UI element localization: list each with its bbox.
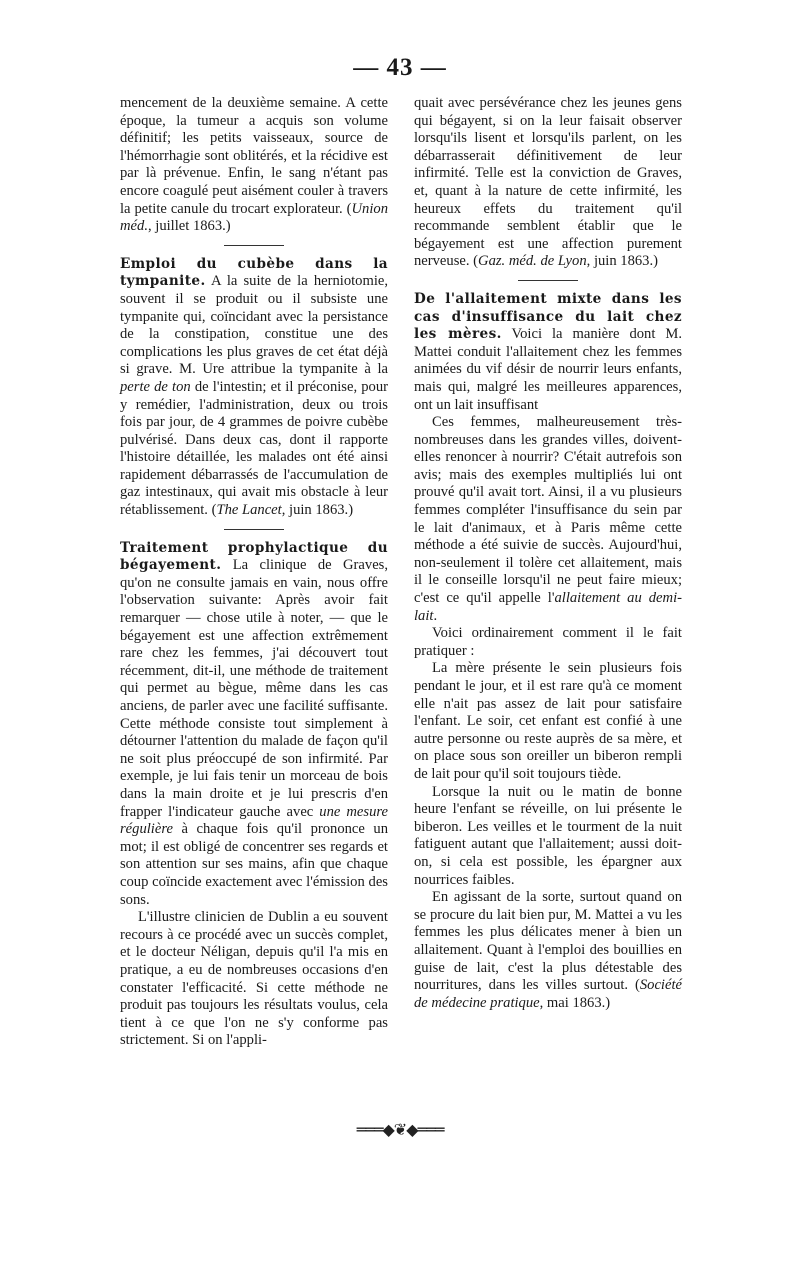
- paragraph: L'illustre clinicien de Dublin a eu souvent recours à ce procédé avec un succès complet, et le docteur Néligan, depuis qu'il l'a mis en pratique, a eu de nombreuses occasions d'en constater l'efficacité. Si cette méthode ne produit pas toujours les résultats voulus, cela tient à ce que l'on ne s'y conforme pas strictement. Si on l'appli-: [120, 909, 388, 1049]
- section-heading: Traitement prophylactique du bégayement.: [120, 539, 388, 574]
- source-citation: Société de médecine pratique: [414, 977, 682, 1011]
- section-divider: [224, 529, 284, 530]
- section-divider: [224, 245, 284, 246]
- paragraph: La mère présente le sein plusieurs fois pendant le jour, et il est rare qu'à ce moment elle n'ait pas assez de lait pour satisfaire l'enfant. Le soir, cet enfant est confié à une autre personne ou reste auprès de sa mère, et on place sous son oreiller un biberon rempli de lait pour qu'il soit toujours tiède.: [414, 660, 682, 782]
- paragraph: mencement de la deuxième semaine. A cette époque, la tumeur a acquis son volume définitif; les petits vaisseaux, source de l'hémorrhagie sont oblitérés, et la récidive est par là prévenue. Enfin, le sang n'étant pas encore coagulé peut aisément couler à travers la petite canule du trocart explorateur. (Union méd., juillet 1863.): [120, 95, 388, 235]
- page-number: — 43 —: [353, 54, 447, 81]
- paragraph: Traitement prophylactique du bégayement. La clinique de Graves, qu'on ne consulte jamais en vain, nous offre l'observation suivante: Après avoir fait remarquer — chose utile à noter, — que le bégayement est une affection extrêmement rare chez les femmes, j'ai découvert tout récemment, dit-il, une méthode de traitement qui permet au bègue, même dans les cas anciens, de parler avec une facilité suffisante. Cette méthode consiste tout simplement à détourner l'attention du malade de façon qu'il ne soit plus préoccupé de son infirmité. Par exemple, je lui fais tenir un morceau de bois dans la main droite et je lui prescris d'en frapper l'indicateur gauche avec une mesure régulière à chaque fois qu'il prononce un mot; il est obligé de concentrer ses regards et son attention sur ses mains, afin que chaque coup coïncide exactement avec l'émission des sons.: [120, 539, 388, 908]
- left-column: [120, 95, 388, 1050]
- source-citation: Union méd.: [120, 200, 388, 235]
- source-citation: Gaz. méd. de Lyon: [478, 253, 587, 270]
- paragraph: Voici ordinairement comment il le fait pratiquer :: [414, 625, 682, 659]
- paragraph: De l'allaitement mixte dans les cas d'insuffisance du lait chez les mères. Voici la manière dont M. Mattei conduit l'allaitement chez les femmes animées du vif désir de nourrir leurs enfants, mais qui, malgré les meilleures apparences, ont un lait insuffisant: [414, 290, 682, 413]
- fleuron-ornament: ═══◆❦◆═══: [356, 1120, 444, 1139]
- paragraph: En agissant de la sorte, surtout quand on se procure du lait bien pur, M. Mattei a vu les femmes les plus délicates mener à bien un allaitement. Quant à l'emploi des bouillies en guise de lait, c'est la plus détestable des nourritures, dans les villes surtout. (Société de médecine pratique, mai 1863.): [414, 889, 682, 1011]
- section-heading: Emploi du cubèbe dans la tympanite.: [120, 255, 388, 290]
- paragraph: Ces femmes, malheureusement très-nombreuses dans les grandes villes, doivent-elles renoncer à nourrir? C'était autrefois son avis; mais des exemples multipliés lui ont prouvé qu'il avait tort. Ainsi, il a vu plusieurs femmes compléter l'insuffisance du sein par le lait d'animaux, et à Paris même cette méthode a été suivie de succès. Aujourd'hui, non-seulement il tolère cet allaitement, mais il le conseille lorsqu'il ne peut faire mieux; c'est ce qu'il appelle l'allaitement au demi-lait.: [414, 414, 682, 624]
- source-citation: The Lancet: [216, 502, 282, 519]
- paragraph: Emploi du cubèbe dans la tympanite. A la suite de la herniotomie, souvent il se produit ou il subsiste une tympanite qui, coïncidant avec la persistance de la constipation, constitue une des complications les plus graves de cet état déjà si grave. M. Ure attribue la tympanite à la perte de ton de l'intestin; et il préconise, pour y remédier, l'administration, deux ou trois fois par jour, de 4 grammes de poivre cubèbe pulvérisé. Dans deux cas, dont il rapporte l'histoire détaillée, les malades ont été ainsi rapidement débarrassés de l'accumulation de gaz intestinaux, qui avait mis obstacle à leur rétablissement. (The Lancet, juin 1863.): [120, 255, 388, 519]
- section-divider: [518, 280, 578, 281]
- section-heading: De l'allaitement mixte dans les cas d'insuffisance du lait chez les mères.: [414, 290, 682, 343]
- paragraph: Lorsque la nuit ou le matin de bonne heure l'enfant se réveille, on lui présente le biberon. Les veilles et le tourment de la nuit fatiguent autant que l'allaitement; aussi doit-on, si cela est possible, les épargner aux nourrices faibles.: [414, 783, 682, 888]
- paragraph: quait avec persévérance chez les jeunes gens qui bégayent, si on la leur faisait observer lorsqu'ils lisent et lorsqu'ils parlent, on les débarrasserait définitivement de leur infirmité. Telle est la conviction de Graves, et, quant à la nature de cette infirmité, les heureux effets du traitement qu'il recommande semblent établir que le bégayement est une affection purement nerveuse. (Gaz. méd. de Lyon, juin 1863.): [414, 95, 682, 270]
- right-column: [414, 95, 682, 1012]
